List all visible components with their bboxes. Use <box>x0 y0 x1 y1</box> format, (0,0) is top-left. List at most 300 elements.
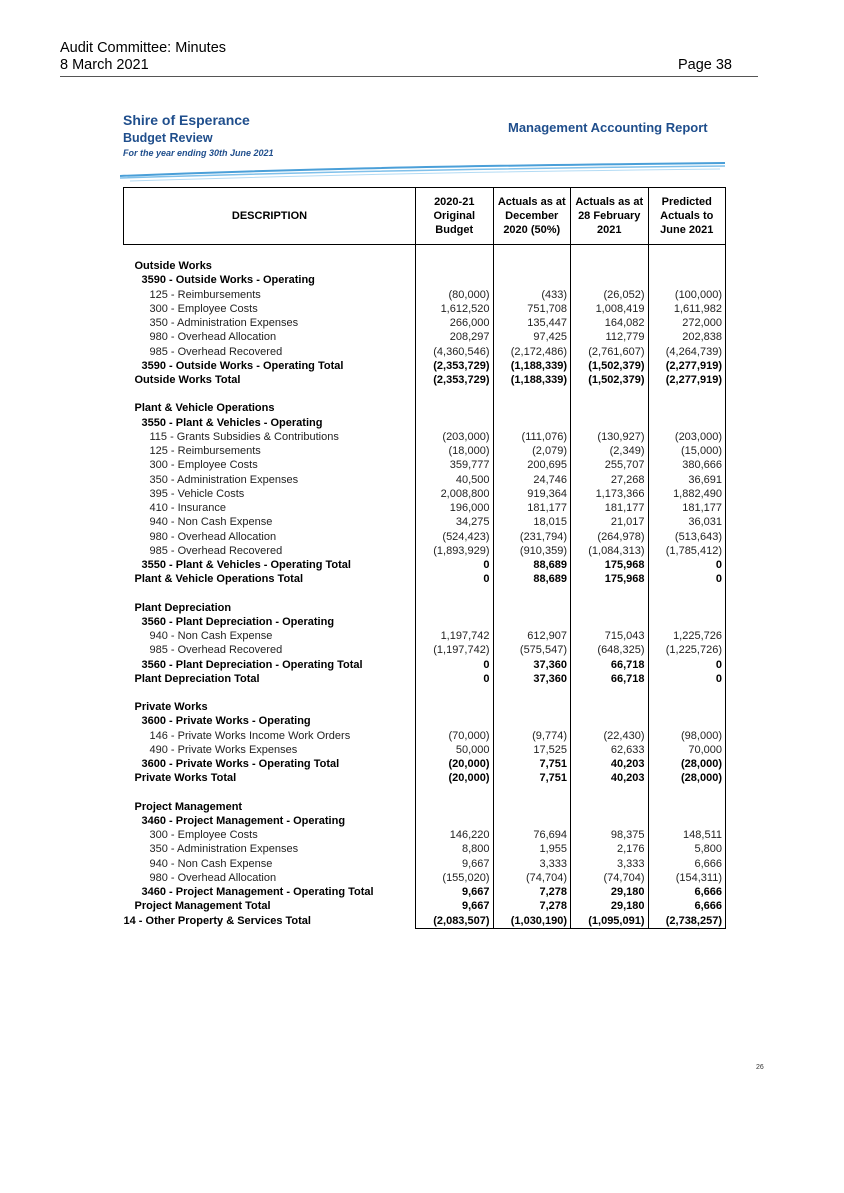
row-description: 3600 - Private Works - Operating <box>141 715 311 728</box>
row-value-4: (1,225,726) <box>648 643 726 657</box>
row-value-2: (231,794) <box>493 530 571 544</box>
row-value-4 <box>648 401 726 415</box>
row-value-2: (575,547) <box>493 643 571 657</box>
row-value-2: 88,689 <box>493 572 571 586</box>
row-value-2: (433) <box>493 288 571 302</box>
row-value-1: (1,197,742) <box>416 643 494 657</box>
row-value-1 <box>416 416 494 430</box>
table-row <box>124 757 726 771</box>
row-value-3: 62,633 <box>571 743 649 757</box>
row-value-3: 66,718 <box>571 672 649 686</box>
row-value-3: 255,707 <box>571 458 649 472</box>
row-value-3 <box>571 245 649 260</box>
row-value-3: (2,761,607) <box>571 345 649 359</box>
row-value-2: 200,695 <box>493 458 571 472</box>
table-row <box>124 302 726 316</box>
row-value-4: (2,738,257) <box>648 914 726 929</box>
row-value-4: 36,031 <box>648 515 726 529</box>
row-value-3: 715,043 <box>571 629 649 643</box>
row-value-4: 0 <box>648 572 726 586</box>
row-value-1: (80,000) <box>416 288 494 302</box>
row-value-1: 208,297 <box>416 330 494 344</box>
table-row <box>124 871 726 885</box>
row-value-3 <box>571 273 649 287</box>
row-value-2 <box>493 615 571 629</box>
page-label: Page 38 <box>677 57 732 73</box>
spacer-row <box>124 587 726 601</box>
row-description: 980 - Overhead Allocation <box>149 331 277 344</box>
row-value-4: (2,277,919) <box>648 359 726 373</box>
table-row <box>124 800 726 814</box>
row-description: 3600 - Private Works - Operating Total <box>141 758 340 770</box>
row-value-2: 135,447 <box>493 316 571 330</box>
row-value-4: 1,225,726 <box>648 629 726 643</box>
row-value-2: (2,079) <box>493 444 571 458</box>
table-row <box>124 330 726 344</box>
row-value-3: 40,203 <box>571 757 649 771</box>
table-row <box>124 345 726 359</box>
row-value-2: (1,188,339) <box>493 373 571 387</box>
row-value-3: (130,927) <box>571 430 649 444</box>
row-value-1: (20,000) <box>416 757 494 771</box>
row-value-1: (18,000) <box>416 444 494 458</box>
row-value-4: (15,000) <box>648 444 726 458</box>
row-value-2: 1,955 <box>493 842 571 856</box>
row-value-2: 7,751 <box>493 771 571 785</box>
row-description <box>124 387 416 401</box>
row-value-3: (1,502,379) <box>571 359 649 373</box>
table-row <box>124 899 726 913</box>
row-value-4: 272,000 <box>648 316 726 330</box>
table-row <box>124 629 726 643</box>
row-description: 146 - Private Works Income Work Orders <box>149 729 351 742</box>
row-value-3: 29,180 <box>571 899 649 913</box>
row-description: 3560 - Plant Depreciation - Operating Total <box>141 658 363 671</box>
row-value-4: 70,000 <box>648 743 726 757</box>
row-description: 980 - Overhead Allocation <box>149 530 277 543</box>
row-description: 125 - Reimbursements <box>149 445 261 457</box>
row-value-4 <box>648 786 726 800</box>
row-description: Plant & Vehicle Operations Total <box>134 573 304 586</box>
table-row <box>124 359 726 373</box>
report-subtitle: Budget Review <box>123 131 213 145</box>
row-value-1: (2,083,507) <box>416 914 494 929</box>
row-value-3: 164,082 <box>571 316 649 330</box>
row-description: 14 - Other Property & Services Total <box>123 914 311 927</box>
row-description: 3460 - Project Management - Operating Total <box>141 886 374 898</box>
table-body <box>124 245 726 929</box>
row-value-2 <box>493 800 571 814</box>
row-description: 3550 - Plant & Vehicles - Operating Total <box>141 559 351 571</box>
row-value-3: 112,779 <box>571 330 649 344</box>
row-value-1 <box>416 800 494 814</box>
row-value-3: 175,968 <box>571 558 649 572</box>
row-value-4 <box>648 800 726 814</box>
row-value-1: 0 <box>416 658 494 672</box>
row-value-1 <box>416 401 494 415</box>
row-value-2: 7,751 <box>493 757 571 771</box>
table-row <box>124 700 726 714</box>
row-value-4: 6,666 <box>648 885 726 899</box>
row-description <box>124 245 416 260</box>
row-value-1 <box>416 245 494 260</box>
row-value-4 <box>648 714 726 728</box>
row-value-2: 88,689 <box>493 558 571 572</box>
row-value-2: 7,278 <box>493 885 571 899</box>
row-value-3 <box>571 714 649 728</box>
row-value-4 <box>648 700 726 714</box>
row-description: Project Management <box>134 800 243 813</box>
row-value-2: 612,907 <box>493 629 571 643</box>
row-value-1 <box>416 387 494 401</box>
row-value-3 <box>571 387 649 401</box>
row-value-4 <box>648 686 726 700</box>
row-value-3 <box>571 814 649 828</box>
row-value-4: 1,882,490 <box>648 487 726 501</box>
row-value-1: 1,612,520 <box>416 302 494 316</box>
row-value-3: 66,718 <box>571 658 649 672</box>
column-header-2: Actuals as at December 2020 (50%) <box>493 188 571 245</box>
row-value-1: (70,000) <box>416 729 494 743</box>
row-value-2: 7,278 <box>493 899 571 913</box>
table-row <box>124 857 726 871</box>
table-row <box>124 416 726 430</box>
row-value-2: (910,359) <box>493 544 571 558</box>
row-description: Project Management Total <box>134 900 271 913</box>
row-value-1 <box>416 686 494 700</box>
table-row <box>124 458 726 472</box>
row-description: Plant Depreciation <box>134 601 232 614</box>
table-row <box>124 401 726 415</box>
table-row <box>124 914 726 929</box>
row-value-1: 2,008,800 <box>416 487 494 501</box>
row-value-3: (264,978) <box>571 530 649 544</box>
row-value-4: (513,643) <box>648 530 726 544</box>
row-value-1: 359,777 <box>416 458 494 472</box>
row-value-2: 37,360 <box>493 672 571 686</box>
row-value-2: 3,333 <box>493 857 571 871</box>
row-value-1: 0 <box>416 558 494 572</box>
row-value-4: (154,311) <box>648 871 726 885</box>
row-description: 410 - Insurance <box>149 502 226 514</box>
row-value-2: 76,694 <box>493 828 571 842</box>
row-description: 3460 - Project Management - Operating <box>141 814 346 827</box>
row-value-3 <box>571 401 649 415</box>
row-value-4 <box>648 814 726 828</box>
row-value-2: (111,076) <box>493 430 571 444</box>
row-value-2: (1,188,339) <box>493 359 571 373</box>
row-value-4 <box>648 601 726 615</box>
row-value-1: 40,500 <box>416 473 494 487</box>
table-row <box>124 885 726 899</box>
row-value-2: (9,774) <box>493 729 571 743</box>
row-value-4: (2,277,919) <box>648 373 726 387</box>
report-header <box>123 112 723 159</box>
row-value-1: 266,000 <box>416 316 494 330</box>
table-row <box>124 515 726 529</box>
row-description: 3590 - Outside Works - Operating Total <box>141 359 344 372</box>
row-value-2: 24,746 <box>493 473 571 487</box>
column-header-1: 2020-21 Original Budget <box>416 188 494 245</box>
row-value-2 <box>493 401 571 415</box>
row-value-1 <box>416 601 494 615</box>
row-description <box>124 686 416 700</box>
table-row <box>124 273 726 287</box>
row-value-3 <box>571 800 649 814</box>
header-divider <box>60 76 758 77</box>
row-value-4: (28,000) <box>648 757 726 771</box>
row-value-1: 50,000 <box>416 743 494 757</box>
row-value-4: (1,785,412) <box>648 544 726 558</box>
row-value-1 <box>416 259 494 273</box>
row-value-2 <box>493 700 571 714</box>
row-value-3: 2,176 <box>571 842 649 856</box>
row-value-1: (155,020) <box>416 871 494 885</box>
row-description: Outside Works <box>134 260 212 272</box>
row-value-3: (2,349) <box>571 444 649 458</box>
row-value-3: 40,203 <box>571 771 649 785</box>
spacer-row <box>124 786 726 800</box>
row-value-1 <box>416 273 494 287</box>
row-value-2: 919,364 <box>493 487 571 501</box>
swoosh-decoration <box>120 160 725 184</box>
table-row <box>124 842 726 856</box>
row-value-2 <box>493 587 571 601</box>
row-value-3 <box>571 686 649 700</box>
row-value-3 <box>571 416 649 430</box>
row-value-1: 34,275 <box>416 515 494 529</box>
row-value-4 <box>648 416 726 430</box>
row-description: 3590 - Outside Works - Operating <box>141 274 315 287</box>
table-row <box>124 259 726 273</box>
row-value-1: (524,423) <box>416 530 494 544</box>
table-row <box>124 601 726 615</box>
table-row <box>124 615 726 629</box>
table-row <box>124 572 726 586</box>
row-value-3: (74,704) <box>571 871 649 885</box>
row-description: Plant & Vehicle Operations <box>134 402 275 415</box>
row-value-4: (98,000) <box>648 729 726 743</box>
row-value-4: (100,000) <box>648 288 726 302</box>
row-value-2: 17,525 <box>493 743 571 757</box>
row-value-1: (1,893,929) <box>416 544 494 558</box>
table-row <box>124 743 726 757</box>
row-description: 125 - Reimbursements <box>149 288 261 301</box>
table-row <box>124 828 726 842</box>
row-value-2 <box>493 259 571 273</box>
row-value-2 <box>493 416 571 430</box>
table-row <box>124 473 726 487</box>
row-value-1: 1,197,742 <box>416 629 494 643</box>
row-value-4: 36,691 <box>648 473 726 487</box>
table-row <box>124 530 726 544</box>
row-value-4: 5,800 <box>648 842 726 856</box>
table-row <box>124 444 726 458</box>
row-value-4 <box>648 259 726 273</box>
table-row <box>124 771 726 785</box>
table-row <box>124 373 726 387</box>
row-value-3 <box>571 259 649 273</box>
row-value-2 <box>493 273 571 287</box>
row-value-4: 0 <box>648 658 726 672</box>
row-value-4 <box>648 245 726 260</box>
row-value-2 <box>493 814 571 828</box>
table-row <box>124 501 726 515</box>
row-value-1: (4,360,546) <box>416 345 494 359</box>
row-description <box>124 587 416 601</box>
table-header-row <box>124 188 726 245</box>
row-value-2 <box>493 786 571 800</box>
row-description: 300 - Employee Costs <box>149 302 258 315</box>
page-number: 26 <box>756 1064 764 1071</box>
row-description: Private Works Total <box>134 772 237 785</box>
table-row <box>124 558 726 572</box>
row-description: 350 - Administration Expenses <box>149 843 299 856</box>
row-value-3: (26,052) <box>571 288 649 302</box>
row-value-3: (1,095,091) <box>571 914 649 929</box>
row-value-1: 146,220 <box>416 828 494 842</box>
row-value-3: 27,268 <box>571 473 649 487</box>
row-value-1 <box>416 587 494 601</box>
spacer-row <box>124 686 726 700</box>
row-value-4: 1,611,982 <box>648 302 726 316</box>
row-value-2: 97,425 <box>493 330 571 344</box>
row-value-2: (1,030,190) <box>493 914 571 929</box>
row-value-3: 3,333 <box>571 857 649 871</box>
row-value-4 <box>648 587 726 601</box>
row-value-3: 1,008,419 <box>571 302 649 316</box>
row-description: 300 - Employee Costs <box>149 459 258 472</box>
row-value-4: (28,000) <box>648 771 726 785</box>
table-row <box>124 288 726 302</box>
row-description: 940 - Non Cash Expense <box>149 857 273 870</box>
row-value-2 <box>493 387 571 401</box>
row-description: Private Works <box>134 701 208 713</box>
report-period: For the year ending 30th June 2021 <box>123 148 274 158</box>
row-description: 980 - Overhead Allocation <box>149 871 277 884</box>
budget-table-wrapper <box>123 187 725 929</box>
row-value-3: 21,017 <box>571 515 649 529</box>
row-description: 300 - Employee Costs <box>149 829 258 841</box>
row-value-4: 148,511 <box>648 828 726 842</box>
row-value-2 <box>493 714 571 728</box>
row-description: 350 - Administration Expenses <box>149 473 299 486</box>
row-description: 985 - Overhead Recovered <box>149 644 283 657</box>
table-row <box>124 658 726 672</box>
table-row <box>124 643 726 657</box>
row-description <box>124 786 416 800</box>
row-value-3 <box>571 615 649 629</box>
row-value-2: 181,177 <box>493 501 571 515</box>
row-value-2 <box>493 686 571 700</box>
report-title: Management Accounting Report <box>508 120 708 135</box>
row-value-4: 202,838 <box>648 330 726 344</box>
row-value-3 <box>571 700 649 714</box>
row-description: 985 - Overhead Recovered <box>149 345 283 358</box>
row-value-4: 0 <box>648 672 726 686</box>
row-value-1 <box>416 615 494 629</box>
row-description: 490 - Private Works Expenses <box>149 743 298 756</box>
row-value-2 <box>493 245 571 260</box>
row-value-1: (20,000) <box>416 771 494 785</box>
document-date: 8 March 2021 <box>60 57 149 73</box>
row-value-3 <box>571 587 649 601</box>
row-value-1 <box>416 714 494 728</box>
row-value-4: 380,666 <box>648 458 726 472</box>
row-value-3: 181,177 <box>571 501 649 515</box>
row-value-3: 29,180 <box>571 885 649 899</box>
row-value-1: (2,353,729) <box>416 359 494 373</box>
table-row <box>124 672 726 686</box>
row-value-2: 37,360 <box>493 658 571 672</box>
spacer-row <box>124 245 726 260</box>
row-value-1 <box>416 700 494 714</box>
column-header-3: Actuals as at 28 February 2021 <box>571 188 649 245</box>
row-description: 940 - Non Cash Expense <box>149 630 273 642</box>
row-value-1: 196,000 <box>416 501 494 515</box>
row-value-4: (203,000) <box>648 430 726 444</box>
table-row <box>124 316 726 330</box>
row-description: 3550 - Plant & Vehicles - Operating <box>141 416 323 429</box>
table-row <box>124 487 726 501</box>
row-value-1: 9,667 <box>416 899 494 913</box>
row-value-4: (4,264,739) <box>648 345 726 359</box>
row-value-4 <box>648 273 726 287</box>
row-value-1: 9,667 <box>416 857 494 871</box>
budget-review-table <box>123 187 726 929</box>
row-description: 395 - Vehicle Costs <box>149 487 245 500</box>
row-value-1 <box>416 814 494 828</box>
row-value-4: 6,666 <box>648 899 726 913</box>
row-description: Plant Depreciation Total <box>134 672 260 685</box>
spacer-row <box>124 387 726 401</box>
row-value-2: (74,704) <box>493 871 571 885</box>
row-value-2 <box>493 601 571 615</box>
row-value-2: 18,015 <box>493 515 571 529</box>
row-value-4: 0 <box>648 558 726 572</box>
row-description: 3560 - Plant Depreciation - Operating <box>141 615 335 628</box>
table-row <box>124 814 726 828</box>
row-description: 115 - Grants Subsidies & Contributions <box>149 430 339 443</box>
table-row <box>124 544 726 558</box>
row-value-2: (2,172,486) <box>493 345 571 359</box>
row-description: 940 - Non Cash Expense <box>149 516 273 529</box>
row-value-3: (648,325) <box>571 643 649 657</box>
row-value-1: 0 <box>416 672 494 686</box>
column-header-description: DESCRIPTION <box>124 188 416 245</box>
row-description: 985 - Overhead Recovered <box>149 544 283 557</box>
row-value-3 <box>571 601 649 615</box>
page-header <box>60 40 760 74</box>
row-value-1: (203,000) <box>416 430 494 444</box>
row-value-3: (1,502,379) <box>571 373 649 387</box>
table-row <box>124 729 726 743</box>
table-row <box>124 714 726 728</box>
row-value-1: 0 <box>416 572 494 586</box>
row-description: Outside Works Total <box>134 374 241 386</box>
row-value-3: 1,173,366 <box>571 487 649 501</box>
row-value-2: 751,708 <box>493 302 571 316</box>
row-value-3: 98,375 <box>571 828 649 842</box>
row-value-3: (22,430) <box>571 729 649 743</box>
row-value-1: (2,353,729) <box>416 373 494 387</box>
table-row <box>124 430 726 444</box>
row-value-3 <box>571 786 649 800</box>
organisation-name: Shire of Esperance <box>123 112 250 128</box>
row-value-4 <box>648 615 726 629</box>
row-value-1: 8,800 <box>416 842 494 856</box>
row-value-1 <box>416 786 494 800</box>
